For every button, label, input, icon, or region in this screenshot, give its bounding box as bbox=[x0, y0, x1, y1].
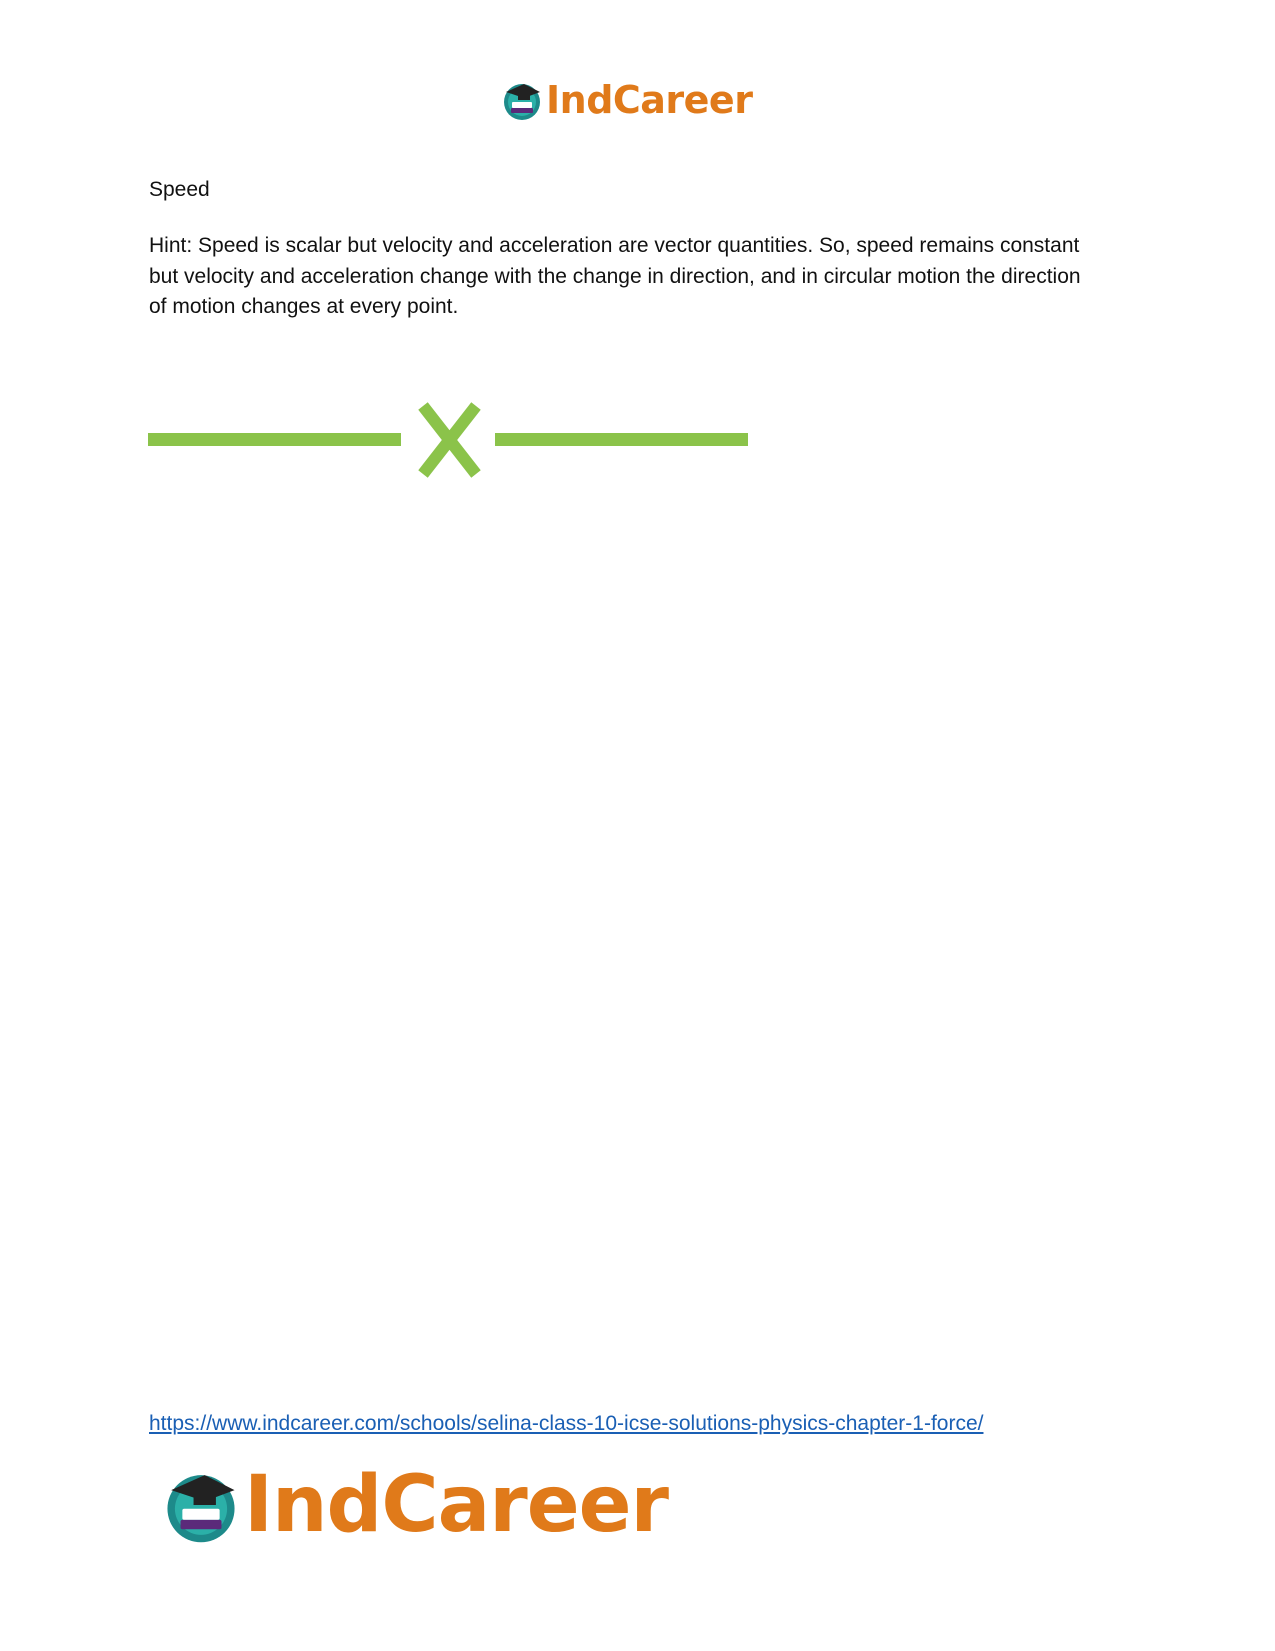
header-logo bbox=[500, 78, 752, 122]
section-divider bbox=[148, 400, 748, 480]
divider-left-line bbox=[148, 433, 401, 446]
logo-wordmark: IndCareer bbox=[546, 78, 753, 122]
logo-wordmark: IndCareer bbox=[244, 1460, 668, 1550]
hint-text: Hint: Speed is scalar but velocity and acceleration are vector quantities. So, speed remains constant but velocity and acceleration change with the change in direction, and in circular motion the direction of motion changes at every point. bbox=[149, 234, 1081, 318]
divider-right-line bbox=[495, 433, 748, 446]
footer-link[interactable]: https://www.indcareer.com/schools/selina-class-10-icse-solutions-physics-chapter-1-force/ bbox=[149, 1412, 984, 1435]
footer-logo bbox=[160, 1460, 668, 1550]
graduation-globe-icon bbox=[500, 78, 544, 122]
answer-text: Speed bbox=[149, 178, 210, 201]
graduation-globe-icon bbox=[160, 1464, 242, 1546]
